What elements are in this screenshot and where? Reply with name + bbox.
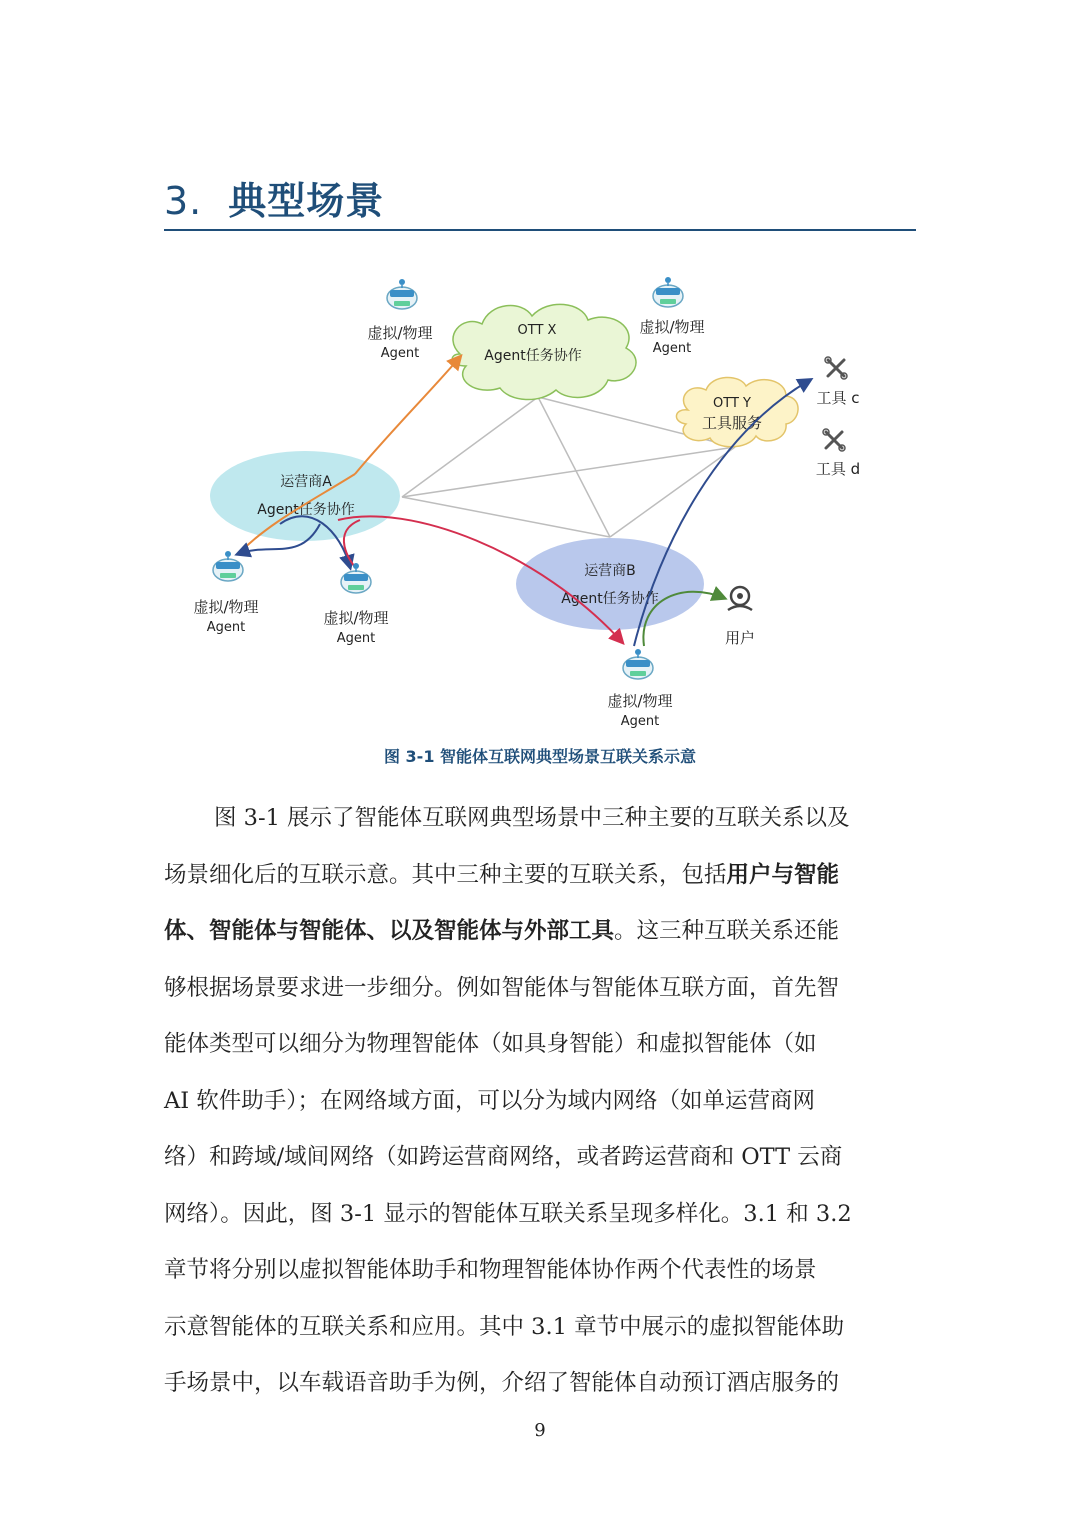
section-title: 典型场景 [228,179,385,223]
figure-3-1 [160,262,920,742]
operator-a-label2: Agent任务协作 [257,502,355,518]
agent-topright [639,277,704,356]
svg-text:工具 c: 工具 c [816,389,860,407]
svg-text:工具 d: 工具 d [815,460,861,478]
robot-icon [341,563,371,593]
svg-text:虚拟/物理: 虚拟/物理 [367,324,433,342]
heading-rule [164,229,916,231]
paragraph-line: AI 软件助手）；在网络域方面，可以分为域内网络（如单运营商网 [164,1087,816,1114]
paragraph-line: 体、智能体与智能体、以及智能体与外部工具。这三种互联关系还能 [164,918,840,944]
section-heading [164,170,384,225]
section-number: 3. [164,179,203,223]
ott-x-cloud [452,304,636,399]
figure-caption: 图 3-1 智能体互联网典型场景互联关系示意 [383,747,697,766]
ott-y-label1: OTT Y [713,396,751,411]
svg-text:虚拟/物理: 虚拟/物理 [639,318,705,336]
ott-x-label2: Agent任务协作 [484,348,582,364]
agent-topleft [367,279,432,361]
paragraph-line: 能体类型可以细分为物理智能体（如具身智能）和虚拟智能体（如 [164,1031,817,1057]
tool-d [816,429,860,478]
robot-icon [653,277,683,307]
body-paragraph [164,790,916,1412]
svg-text:Agent: Agent [336,631,376,646]
paragraph-line: 手场景中，以车载语音助手为例，介绍了智能体自动预订酒店服务的 [164,1370,840,1396]
paragraph-line: 示意智能体的互联关系和应用。其中 3.1 章节中展示的虚拟智能体助 [164,1313,845,1340]
orange-arrow [355,357,460,474]
bold-text: 体、智能体与智能体、以及智能体与外部工具 [164,918,615,944]
paragraph-line: 网络）。因此，图 3-1 显示的智能体互联关系呈现多样化。3.1 和 3.2 [164,1200,852,1227]
svg-text:Agent: Agent [380,346,420,361]
agent-bottomleft1 [193,551,258,635]
tool-c [816,357,859,407]
svg-text:Agent: Agent [652,341,692,356]
robot-icon [387,279,417,309]
ott-y-label2: 工具服务 [701,414,763,432]
agent-bottom [607,649,672,729]
paragraph-line: 络）和跨域/域间网络（如跨运营商网络，或者跨运营商和 OTT 云商 [164,1144,843,1170]
bold-text: 用户与智能 [726,861,840,888]
operator-a-label1: 运营商A [280,474,332,490]
wrench-icon [823,429,845,451]
paragraph-line: 章节将分别以虚拟智能体助手和物理智能体协作两个代表性的场景 [164,1257,817,1283]
ott-x-label1: OTT X [517,323,557,338]
svg-text:用户: 用户 [724,629,756,647]
ott-y-cloud [676,377,798,446]
agent-bottomleft2 [323,563,388,646]
svg-text:Agent: Agent [620,714,660,729]
user-node [725,587,755,647]
svg-text:虚拟/物理: 虚拟/物理 [193,598,259,616]
robot-icon [213,551,243,581]
operator-b-label2: Agent任务协作 [561,591,659,607]
operator-b-ellipse [516,538,704,630]
robot-icon [623,649,653,679]
svg-text:虚拟/物理: 虚拟/物理 [607,692,673,710]
operator-b-label1: 运营商B [584,563,636,579]
svg-text:虚拟/物理: 虚拟/物理 [323,609,389,627]
user-icon [728,587,752,610]
paragraph-line: 够根据场景要求进一步细分。例如智能体与智能体互联方面，首先智 [164,974,840,1001]
paragraph-line: 图 3-1 展示了智能体互联网典型场景中三种主要的互联关系以及 [214,805,850,831]
operator-a-ellipse [210,451,400,541]
paragraph-line: 场景细化后的互联示意。其中三种主要的互联关系，包括用户与智能 [164,861,840,888]
page-number: 9 [534,1420,546,1441]
network-diagram [160,262,920,742]
svg-text:Agent: Agent [206,620,246,635]
wrench-icon [825,357,847,379]
